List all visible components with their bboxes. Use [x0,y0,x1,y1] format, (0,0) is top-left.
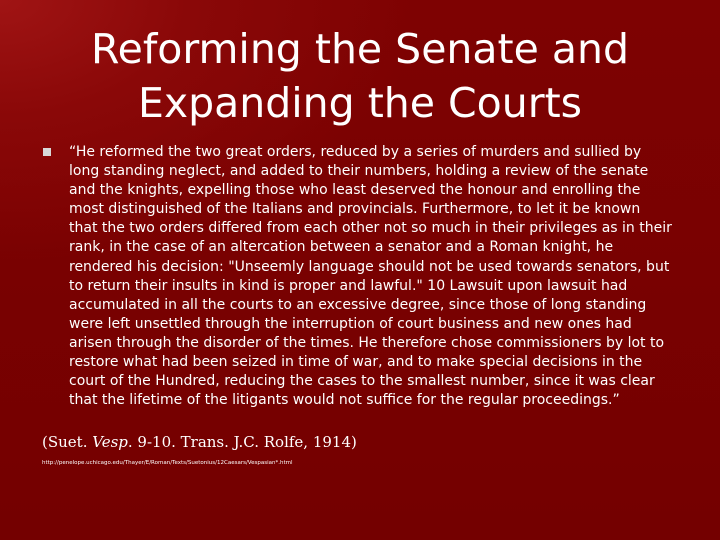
square-bullet-icon [43,148,51,156]
quote-text [69,143,694,410]
citation [42,432,357,452]
citation-suffix: . 9-10. Trans. J.C. Rolfe, 1914) [127,433,357,451]
quote-line: “He reformed the two great orders, reduced by a series of murders and sullied by [69,144,642,160]
slide-title-line-2: Expanding the Courts [137,79,583,127]
slide-title [40,22,680,130]
quote-line: were left unsettled through the interruption of court business and new ones had [69,315,632,332]
quote-line: court of the Hundred, reducing the cases to the smallest number, since it was clear [69,373,655,390]
quote-line: rendered his decision: "Unseemly language should not be used towards senators, but [69,258,670,275]
quote-line: most distinguished of the Italians and provincials. Furthermore, to let it be known [69,201,641,218]
quote-line: arisen through the disorder of the times. He therefore chose commissioners by lot to [69,334,665,351]
source-url[interactable]: http://penelope.uchicago.edu/Thayer/E/Roman/Texts/Suetonius/12Caesars/Vespasian*.html [42,460,293,466]
quote-line: that the two orders differed from each other not so much in their privileges as in their [69,220,672,237]
quote-line: that the lifetime of the litigants would not suffice for the regular proceedings.” [69,392,620,409]
citation-prefix: (Suet. [42,433,93,451]
quote-line: to return their insults in kind is proper and lawful." 10 Lawsuit upon lawsuit had [69,277,628,294]
slide-title-line-1: Reforming the Senate and [90,25,630,73]
quote-line: accumulated in all the courts to an excessive degree, since those of long standing [69,296,647,313]
quote-line: rank, in the case of an altercation between a senator and a Roman knight, he [69,239,614,256]
quote-line: long standing neglect, and added to their numbers, holding a review of the senate [69,163,649,180]
quote-line: and the knights, expelling those who least deserved the honour and enrolling the [69,182,641,199]
quote-line: restore what had been seized in time of war, and to make special decisions in the [69,354,643,371]
citation-work: Vesp [92,433,128,451]
